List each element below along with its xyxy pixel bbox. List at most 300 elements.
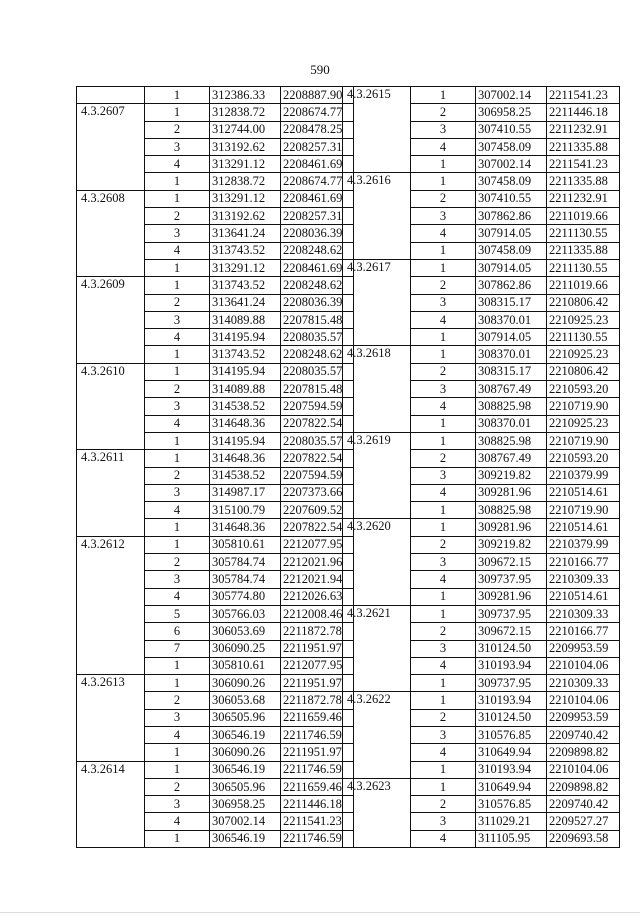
point-number-cell: 2 — [145, 294, 210, 311]
point-number-cell: 1 — [145, 450, 210, 467]
y-coordinate-cell: 2212008.46 — [281, 605, 354, 622]
x-coordinate-cell: 306546.19 — [210, 761, 281, 778]
table-row — [343, 346, 620, 363]
x-coordinate-cell: 306090.25 — [210, 640, 281, 657]
parcel-id-cell: 4.3.2614 — [77, 761, 145, 847]
x-coordinate-cell: 314648.36 — [210, 519, 281, 536]
point-number-cell: 3 — [411, 208, 476, 225]
x-coordinate-cell: 312838.72 — [210, 173, 281, 190]
y-coordinate-cell: 2211019.66 — [547, 277, 620, 294]
point-number-cell: 3 — [411, 640, 476, 657]
table-row — [77, 104, 354, 121]
x-coordinate-cell: 313743.52 — [210, 346, 281, 363]
y-coordinate-cell: 2208257.31 — [281, 208, 354, 225]
y-coordinate-cell: 2211130.55 — [547, 259, 620, 276]
table-row — [343, 778, 620, 795]
y-coordinate-cell: 2210593.20 — [547, 450, 620, 467]
point-number-cell: 4 — [411, 138, 476, 155]
parcel-id-cell: 4.3.2612 — [77, 536, 145, 674]
parcel-id-cell: 4.3.2622 — [343, 692, 411, 778]
table-row — [343, 519, 620, 536]
table-row — [343, 432, 620, 449]
point-number-cell: 6 — [145, 623, 210, 640]
point-number-cell: 3 — [145, 225, 210, 242]
y-coordinate-cell: 2210166.77 — [547, 623, 620, 640]
y-coordinate-cell: 2209953.59 — [547, 709, 620, 726]
parcel-id-cell: 4.3.2616 — [343, 173, 411, 259]
y-coordinate-cell: 2211335.88 — [547, 242, 620, 259]
point-number-cell: 1 — [411, 242, 476, 259]
x-coordinate-cell: 306958.25 — [210, 796, 281, 813]
parcel-id-cell: 4.3.2621 — [343, 605, 411, 691]
x-coordinate-cell: 308767.49 — [476, 381, 547, 398]
point-number-cell: 5 — [145, 605, 210, 622]
point-number-cell: 4 — [411, 484, 476, 501]
parcel-id-cell: 4.3.2610 — [77, 363, 145, 449]
point-number-cell: 2 — [145, 692, 210, 709]
point-number-cell: 1 — [411, 502, 476, 519]
x-coordinate-cell: 313291.12 — [210, 259, 281, 276]
point-number-cell: 1 — [411, 675, 476, 692]
y-coordinate-cell: 2210925.23 — [547, 415, 620, 432]
point-number-cell: 1 — [145, 346, 210, 363]
x-coordinate-cell: 310124.50 — [476, 709, 547, 726]
x-coordinate-cell: 310193.94 — [476, 761, 547, 778]
point-number-cell: 7 — [145, 640, 210, 657]
x-coordinate-cell: 313291.12 — [210, 190, 281, 207]
x-coordinate-cell: 309737.95 — [476, 605, 547, 622]
x-coordinate-cell: 307458.09 — [476, 173, 547, 190]
y-coordinate-cell: 2208461.69 — [281, 190, 354, 207]
parcel-id-cell: 4.3.2613 — [77, 675, 145, 761]
point-number-cell: 2 — [145, 121, 210, 138]
y-coordinate-cell: 2210379.99 — [547, 536, 620, 553]
point-number-cell: 1 — [145, 363, 210, 380]
y-coordinate-cell: 2211232.91 — [547, 190, 620, 207]
x-coordinate-cell: 312386.33 — [210, 87, 281, 104]
x-coordinate-cell: 309737.95 — [476, 571, 547, 588]
table-row — [77, 761, 354, 778]
point-number-cell: 2 — [145, 554, 210, 571]
y-coordinate-cell: 2212021.96 — [281, 554, 354, 571]
y-coordinate-cell: 2208257.31 — [281, 138, 354, 155]
point-number-cell: 3 — [145, 796, 210, 813]
point-number-cell: 1 — [145, 277, 210, 294]
x-coordinate-cell: 309281.96 — [476, 519, 547, 536]
parcel-id-cell: 4.3.2623 — [343, 778, 411, 847]
point-number-cell: 1 — [411, 692, 476, 709]
x-coordinate-cell: 308315.17 — [476, 294, 547, 311]
y-coordinate-cell: 2208036.39 — [281, 294, 354, 311]
x-coordinate-cell: 306958.25 — [476, 104, 547, 121]
x-coordinate-cell: 309672.15 — [476, 554, 547, 571]
y-coordinate-cell: 2211541.23 — [547, 156, 620, 173]
y-coordinate-cell: 2210514.61 — [547, 484, 620, 501]
point-number-cell: 3 — [411, 121, 476, 138]
y-coordinate-cell: 2209953.59 — [547, 640, 620, 657]
x-coordinate-cell: 314648.36 — [210, 450, 281, 467]
x-coordinate-cell: 306090.26 — [210, 675, 281, 692]
x-coordinate-cell: 306546.19 — [210, 830, 281, 847]
x-coordinate-cell: 307458.09 — [476, 242, 547, 259]
y-coordinate-cell: 2208248.62 — [281, 242, 354, 259]
y-coordinate-cell: 2211335.88 — [547, 173, 620, 190]
y-coordinate-cell: 2208036.39 — [281, 225, 354, 242]
point-number-cell: 2 — [411, 536, 476, 553]
point-number-cell: 4 — [411, 657, 476, 674]
point-number-cell: 3 — [411, 813, 476, 830]
point-number-cell: 4 — [411, 571, 476, 588]
y-coordinate-cell: 2210309.33 — [547, 605, 620, 622]
x-coordinate-cell: 308825.98 — [476, 398, 547, 415]
x-coordinate-cell: 308370.01 — [476, 346, 547, 363]
x-coordinate-cell: 309672.15 — [476, 623, 547, 640]
x-coordinate-cell: 314195.94 — [210, 329, 281, 346]
y-coordinate-cell: 2211951.97 — [281, 675, 354, 692]
point-number-cell: 1 — [145, 657, 210, 674]
parcel-id-cell: 4.3.2608 — [77, 190, 145, 276]
point-number-cell: 1 — [145, 173, 210, 190]
y-coordinate-cell: 2210379.99 — [547, 467, 620, 484]
x-coordinate-cell: 314648.36 — [210, 415, 281, 432]
point-number-cell: 4 — [145, 726, 210, 743]
y-coordinate-cell: 2210104.06 — [547, 692, 620, 709]
x-coordinate-cell: 314538.52 — [210, 398, 281, 415]
y-coordinate-cell: 2208461.69 — [281, 259, 354, 276]
y-coordinate-cell: 2211019.66 — [547, 208, 620, 225]
x-coordinate-cell: 305784.74 — [210, 571, 281, 588]
y-coordinate-cell: 2210806.42 — [547, 294, 620, 311]
point-number-cell: 4 — [145, 242, 210, 259]
x-coordinate-cell: 307002.14 — [476, 87, 547, 104]
point-number-cell: 4 — [145, 588, 210, 605]
x-coordinate-cell: 306546.19 — [210, 726, 281, 743]
y-coordinate-cell: 2209693.58 — [547, 830, 620, 847]
point-number-cell: 1 — [145, 259, 210, 276]
y-coordinate-cell: 2208887.90 — [281, 87, 354, 104]
y-coordinate-cell: 2211746.59 — [281, 726, 354, 743]
point-number-cell: 4 — [145, 813, 210, 830]
y-coordinate-cell: 2211232.91 — [547, 121, 620, 138]
point-number-cell: 2 — [145, 381, 210, 398]
point-number-cell: 1 — [145, 432, 210, 449]
point-number-cell: 1 — [145, 190, 210, 207]
coordinates-table-left — [76, 86, 354, 848]
x-coordinate-cell: 310193.94 — [476, 657, 547, 674]
y-coordinate-cell: 2209527.27 — [547, 813, 620, 830]
x-coordinate-cell: 306505.96 — [210, 709, 281, 726]
y-coordinate-cell: 2210925.23 — [547, 346, 620, 363]
y-coordinate-cell: 2212021.94 — [281, 571, 354, 588]
x-coordinate-cell: 311105.95 — [476, 830, 547, 847]
table-row — [77, 675, 354, 692]
point-number-cell: 2 — [145, 208, 210, 225]
x-coordinate-cell: 305784.74 — [210, 554, 281, 571]
y-coordinate-cell: 2212077.95 — [281, 536, 354, 553]
point-number-cell: 1 — [145, 761, 210, 778]
parcel-id-cell: 4.3.2617 — [343, 259, 411, 345]
x-coordinate-cell: 310576.85 — [476, 726, 547, 743]
point-number-cell: 2 — [411, 709, 476, 726]
x-coordinate-cell: 314538.52 — [210, 467, 281, 484]
point-number-cell: 1 — [411, 415, 476, 432]
point-number-cell: 3 — [145, 571, 210, 588]
y-coordinate-cell: 2211130.55 — [547, 329, 620, 346]
y-coordinate-cell: 2207815.48 — [281, 381, 354, 398]
table-row — [343, 692, 620, 709]
y-coordinate-cell: 2208035.57 — [281, 363, 354, 380]
y-coordinate-cell: 2207815.48 — [281, 311, 354, 328]
point-number-cell: 3 — [145, 311, 210, 328]
parcel-id-cell: 4.3.2609 — [77, 277, 145, 363]
y-coordinate-cell: 2209898.82 — [547, 744, 620, 761]
y-coordinate-cell: 2211746.59 — [281, 830, 354, 847]
y-coordinate-cell: 2211951.97 — [281, 640, 354, 657]
x-coordinate-cell: 309737.95 — [476, 675, 547, 692]
y-coordinate-cell: 2210309.33 — [547, 675, 620, 692]
x-coordinate-cell: 307410.55 — [476, 121, 547, 138]
y-coordinate-cell: 2211872.78 — [281, 623, 354, 640]
x-coordinate-cell: 308825.98 — [476, 502, 547, 519]
point-number-cell: 4 — [411, 398, 476, 415]
x-coordinate-cell: 307914.05 — [476, 329, 547, 346]
x-coordinate-cell: 314987.17 — [210, 484, 281, 501]
point-number-cell: 3 — [145, 484, 210, 501]
point-number-cell: 4 — [411, 311, 476, 328]
point-number-cell: 3 — [411, 294, 476, 311]
point-number-cell: 3 — [145, 398, 210, 415]
y-coordinate-cell: 2210719.90 — [547, 432, 620, 449]
point-number-cell: 2 — [411, 363, 476, 380]
table-row — [343, 605, 620, 622]
point-number-cell: 1 — [145, 744, 210, 761]
x-coordinate-cell: 307002.14 — [210, 813, 281, 830]
point-number-cell: 4 — [411, 744, 476, 761]
y-coordinate-cell: 2208478.25 — [281, 121, 354, 138]
point-number-cell: 1 — [411, 87, 476, 104]
y-coordinate-cell: 2211541.23 — [281, 813, 354, 830]
y-coordinate-cell: 2207822.54 — [281, 415, 354, 432]
y-coordinate-cell: 2211541.23 — [547, 87, 620, 104]
x-coordinate-cell: 306053.69 — [210, 623, 281, 640]
point-number-cell: 1 — [145, 675, 210, 692]
y-coordinate-cell: 2210925.23 — [547, 311, 620, 328]
table-row — [343, 259, 620, 276]
y-coordinate-cell: 2208035.57 — [281, 432, 354, 449]
parcel-id-cell: 4.3.2607 — [77, 104, 145, 190]
x-coordinate-cell: 313192.62 — [210, 208, 281, 225]
point-number-cell: 1 — [411, 432, 476, 449]
x-coordinate-cell: 313641.24 — [210, 225, 281, 242]
page-bottom-divider — [0, 912, 640, 913]
x-coordinate-cell: 305774.80 — [210, 588, 281, 605]
y-coordinate-cell: 2210514.61 — [547, 519, 620, 536]
x-coordinate-cell: 313641.24 — [210, 294, 281, 311]
x-coordinate-cell: 307862.86 — [476, 277, 547, 294]
x-coordinate-cell: 306090.26 — [210, 744, 281, 761]
y-coordinate-cell: 2207594.59 — [281, 467, 354, 484]
y-coordinate-cell: 2207609.52 — [281, 502, 354, 519]
point-number-cell: 1 — [411, 778, 476, 795]
x-coordinate-cell: 312744.00 — [210, 121, 281, 138]
x-coordinate-cell: 307002.14 — [476, 156, 547, 173]
x-coordinate-cell: 309219.82 — [476, 536, 547, 553]
y-coordinate-cell: 2211872.78 — [281, 692, 354, 709]
table-row — [77, 190, 354, 207]
y-coordinate-cell: 2210806.42 — [547, 363, 620, 380]
point-number-cell: 3 — [411, 381, 476, 398]
page-number: 590 — [310, 62, 330, 77]
parcel-id-cell — [77, 87, 145, 104]
table-row — [77, 450, 354, 467]
x-coordinate-cell: 310124.50 — [476, 640, 547, 657]
y-coordinate-cell: 2210593.20 — [547, 381, 620, 398]
point-number-cell: 2 — [411, 796, 476, 813]
x-coordinate-cell: 310576.85 — [476, 796, 547, 813]
table-row — [343, 87, 620, 104]
y-coordinate-cell: 2211446.18 — [281, 796, 354, 813]
y-coordinate-cell: 2207822.54 — [281, 450, 354, 467]
point-number-cell: 3 — [145, 709, 210, 726]
y-coordinate-cell: 2211130.55 — [547, 225, 620, 242]
y-coordinate-cell: 2211335.88 — [547, 138, 620, 155]
x-coordinate-cell: 313743.52 — [210, 277, 281, 294]
table-row — [77, 363, 354, 380]
coordinates-table-right — [342, 86, 620, 848]
y-coordinate-cell: 2210514.61 — [547, 588, 620, 605]
y-coordinate-cell: 2208035.57 — [281, 329, 354, 346]
y-coordinate-cell: 2210104.06 — [547, 657, 620, 674]
parcel-id-cell: 4.3.2618 — [343, 346, 411, 432]
point-number-cell: 1 — [411, 173, 476, 190]
y-coordinate-cell: 2207822.54 — [281, 519, 354, 536]
point-number-cell: 2 — [411, 623, 476, 640]
x-coordinate-cell: 307914.05 — [476, 259, 547, 276]
point-number-cell: 4 — [145, 502, 210, 519]
parcel-id-cell: 4.3.2615 — [343, 87, 411, 173]
table-row — [77, 277, 354, 294]
parcel-id-cell: 4.3.2619 — [343, 432, 411, 518]
x-coordinate-cell: 307410.55 — [476, 190, 547, 207]
x-coordinate-cell: 310193.94 — [476, 692, 547, 709]
point-number-cell: 1 — [411, 519, 476, 536]
point-number-cell: 3 — [411, 726, 476, 743]
point-number-cell: 4 — [145, 156, 210, 173]
x-coordinate-cell: 315100.79 — [210, 502, 281, 519]
point-number-cell: 1 — [145, 87, 210, 104]
x-coordinate-cell: 308315.17 — [476, 363, 547, 380]
y-coordinate-cell: 2212026.63 — [281, 588, 354, 605]
x-coordinate-cell: 313291.12 — [210, 156, 281, 173]
y-coordinate-cell: 2210719.90 — [547, 502, 620, 519]
y-coordinate-cell: 2210309.33 — [547, 571, 620, 588]
point-number-cell: 4 — [411, 225, 476, 242]
y-coordinate-cell: 2211659.46 — [281, 709, 354, 726]
x-coordinate-cell: 306505.96 — [210, 778, 281, 795]
y-coordinate-cell: 2208674.77 — [281, 173, 354, 190]
point-number-cell: 2 — [411, 450, 476, 467]
y-coordinate-cell: 2209740.42 — [547, 726, 620, 743]
x-coordinate-cell: 305810.61 — [210, 536, 281, 553]
y-coordinate-cell: 2211659.46 — [281, 778, 354, 795]
x-coordinate-cell: 313192.62 — [210, 138, 281, 155]
point-number-cell: 2 — [411, 277, 476, 294]
point-number-cell: 1 — [411, 761, 476, 778]
x-coordinate-cell: 314089.88 — [210, 381, 281, 398]
parcel-id-cell: 4.3.2620 — [343, 519, 411, 605]
point-number-cell: 1 — [145, 519, 210, 536]
point-number-cell: 1 — [145, 104, 210, 121]
point-number-cell: 2 — [145, 778, 210, 795]
y-coordinate-cell: 2207373.66 — [281, 484, 354, 501]
x-coordinate-cell: 310649.94 — [476, 744, 547, 761]
point-number-cell: 1 — [411, 156, 476, 173]
y-coordinate-cell: 2210166.77 — [547, 554, 620, 571]
point-number-cell: 3 — [411, 554, 476, 571]
table-row — [77, 536, 354, 553]
table-row — [343, 173, 620, 190]
x-coordinate-cell: 308767.49 — [476, 450, 547, 467]
y-coordinate-cell: 2208461.69 — [281, 156, 354, 173]
x-coordinate-cell: 312838.72 — [210, 104, 281, 121]
y-coordinate-cell: 2211951.97 — [281, 744, 354, 761]
y-coordinate-cell: 2208674.77 — [281, 104, 354, 121]
y-coordinate-cell: 2212077.95 — [281, 657, 354, 674]
point-number-cell: 3 — [145, 138, 210, 155]
x-coordinate-cell: 308370.01 — [476, 311, 547, 328]
point-number-cell: 1 — [411, 259, 476, 276]
x-coordinate-cell: 305766.03 — [210, 605, 281, 622]
x-coordinate-cell: 309219.82 — [476, 467, 547, 484]
point-number-cell: 4 — [145, 415, 210, 432]
x-coordinate-cell: 307458.09 — [476, 138, 547, 155]
point-number-cell: 1 — [411, 588, 476, 605]
x-coordinate-cell: 310649.94 — [476, 778, 547, 795]
point-number-cell: 1 — [145, 830, 210, 847]
x-coordinate-cell: 306053.68 — [210, 692, 281, 709]
x-coordinate-cell: 313743.52 — [210, 242, 281, 259]
y-coordinate-cell: 2208248.62 — [281, 277, 354, 294]
y-coordinate-cell: 2211446.18 — [547, 104, 620, 121]
parcel-id-cell: 4.3.2611 — [77, 450, 145, 536]
point-number-cell: 4 — [145, 329, 210, 346]
y-coordinate-cell: 2209740.42 — [547, 796, 620, 813]
y-coordinate-cell: 2210104.06 — [547, 761, 620, 778]
x-coordinate-cell: 314195.94 — [210, 432, 281, 449]
x-coordinate-cell: 314195.94 — [210, 363, 281, 380]
y-coordinate-cell: 2209898.82 — [547, 778, 620, 795]
x-coordinate-cell: 314089.88 — [210, 311, 281, 328]
y-coordinate-cell: 2207594.59 — [281, 398, 354, 415]
point-number-cell: 1 — [411, 346, 476, 363]
x-coordinate-cell: 309281.96 — [476, 588, 547, 605]
y-coordinate-cell: 2208248.62 — [281, 346, 354, 363]
y-coordinate-cell: 2211746.59 — [281, 761, 354, 778]
x-coordinate-cell: 308370.01 — [476, 415, 547, 432]
table-row — [77, 87, 354, 104]
x-coordinate-cell: 311029.21 — [476, 813, 547, 830]
point-number-cell: 1 — [411, 329, 476, 346]
point-number-cell: 4 — [411, 830, 476, 847]
x-coordinate-cell: 308825.98 — [476, 432, 547, 449]
x-coordinate-cell: 307914.05 — [476, 225, 547, 242]
y-coordinate-cell: 2210719.90 — [547, 398, 620, 415]
x-coordinate-cell: 307862.86 — [476, 208, 547, 225]
point-number-cell: 3 — [411, 467, 476, 484]
x-coordinate-cell: 309281.96 — [476, 484, 547, 501]
x-coordinate-cell: 305810.61 — [210, 657, 281, 674]
point-number-cell: 1 — [145, 536, 210, 553]
